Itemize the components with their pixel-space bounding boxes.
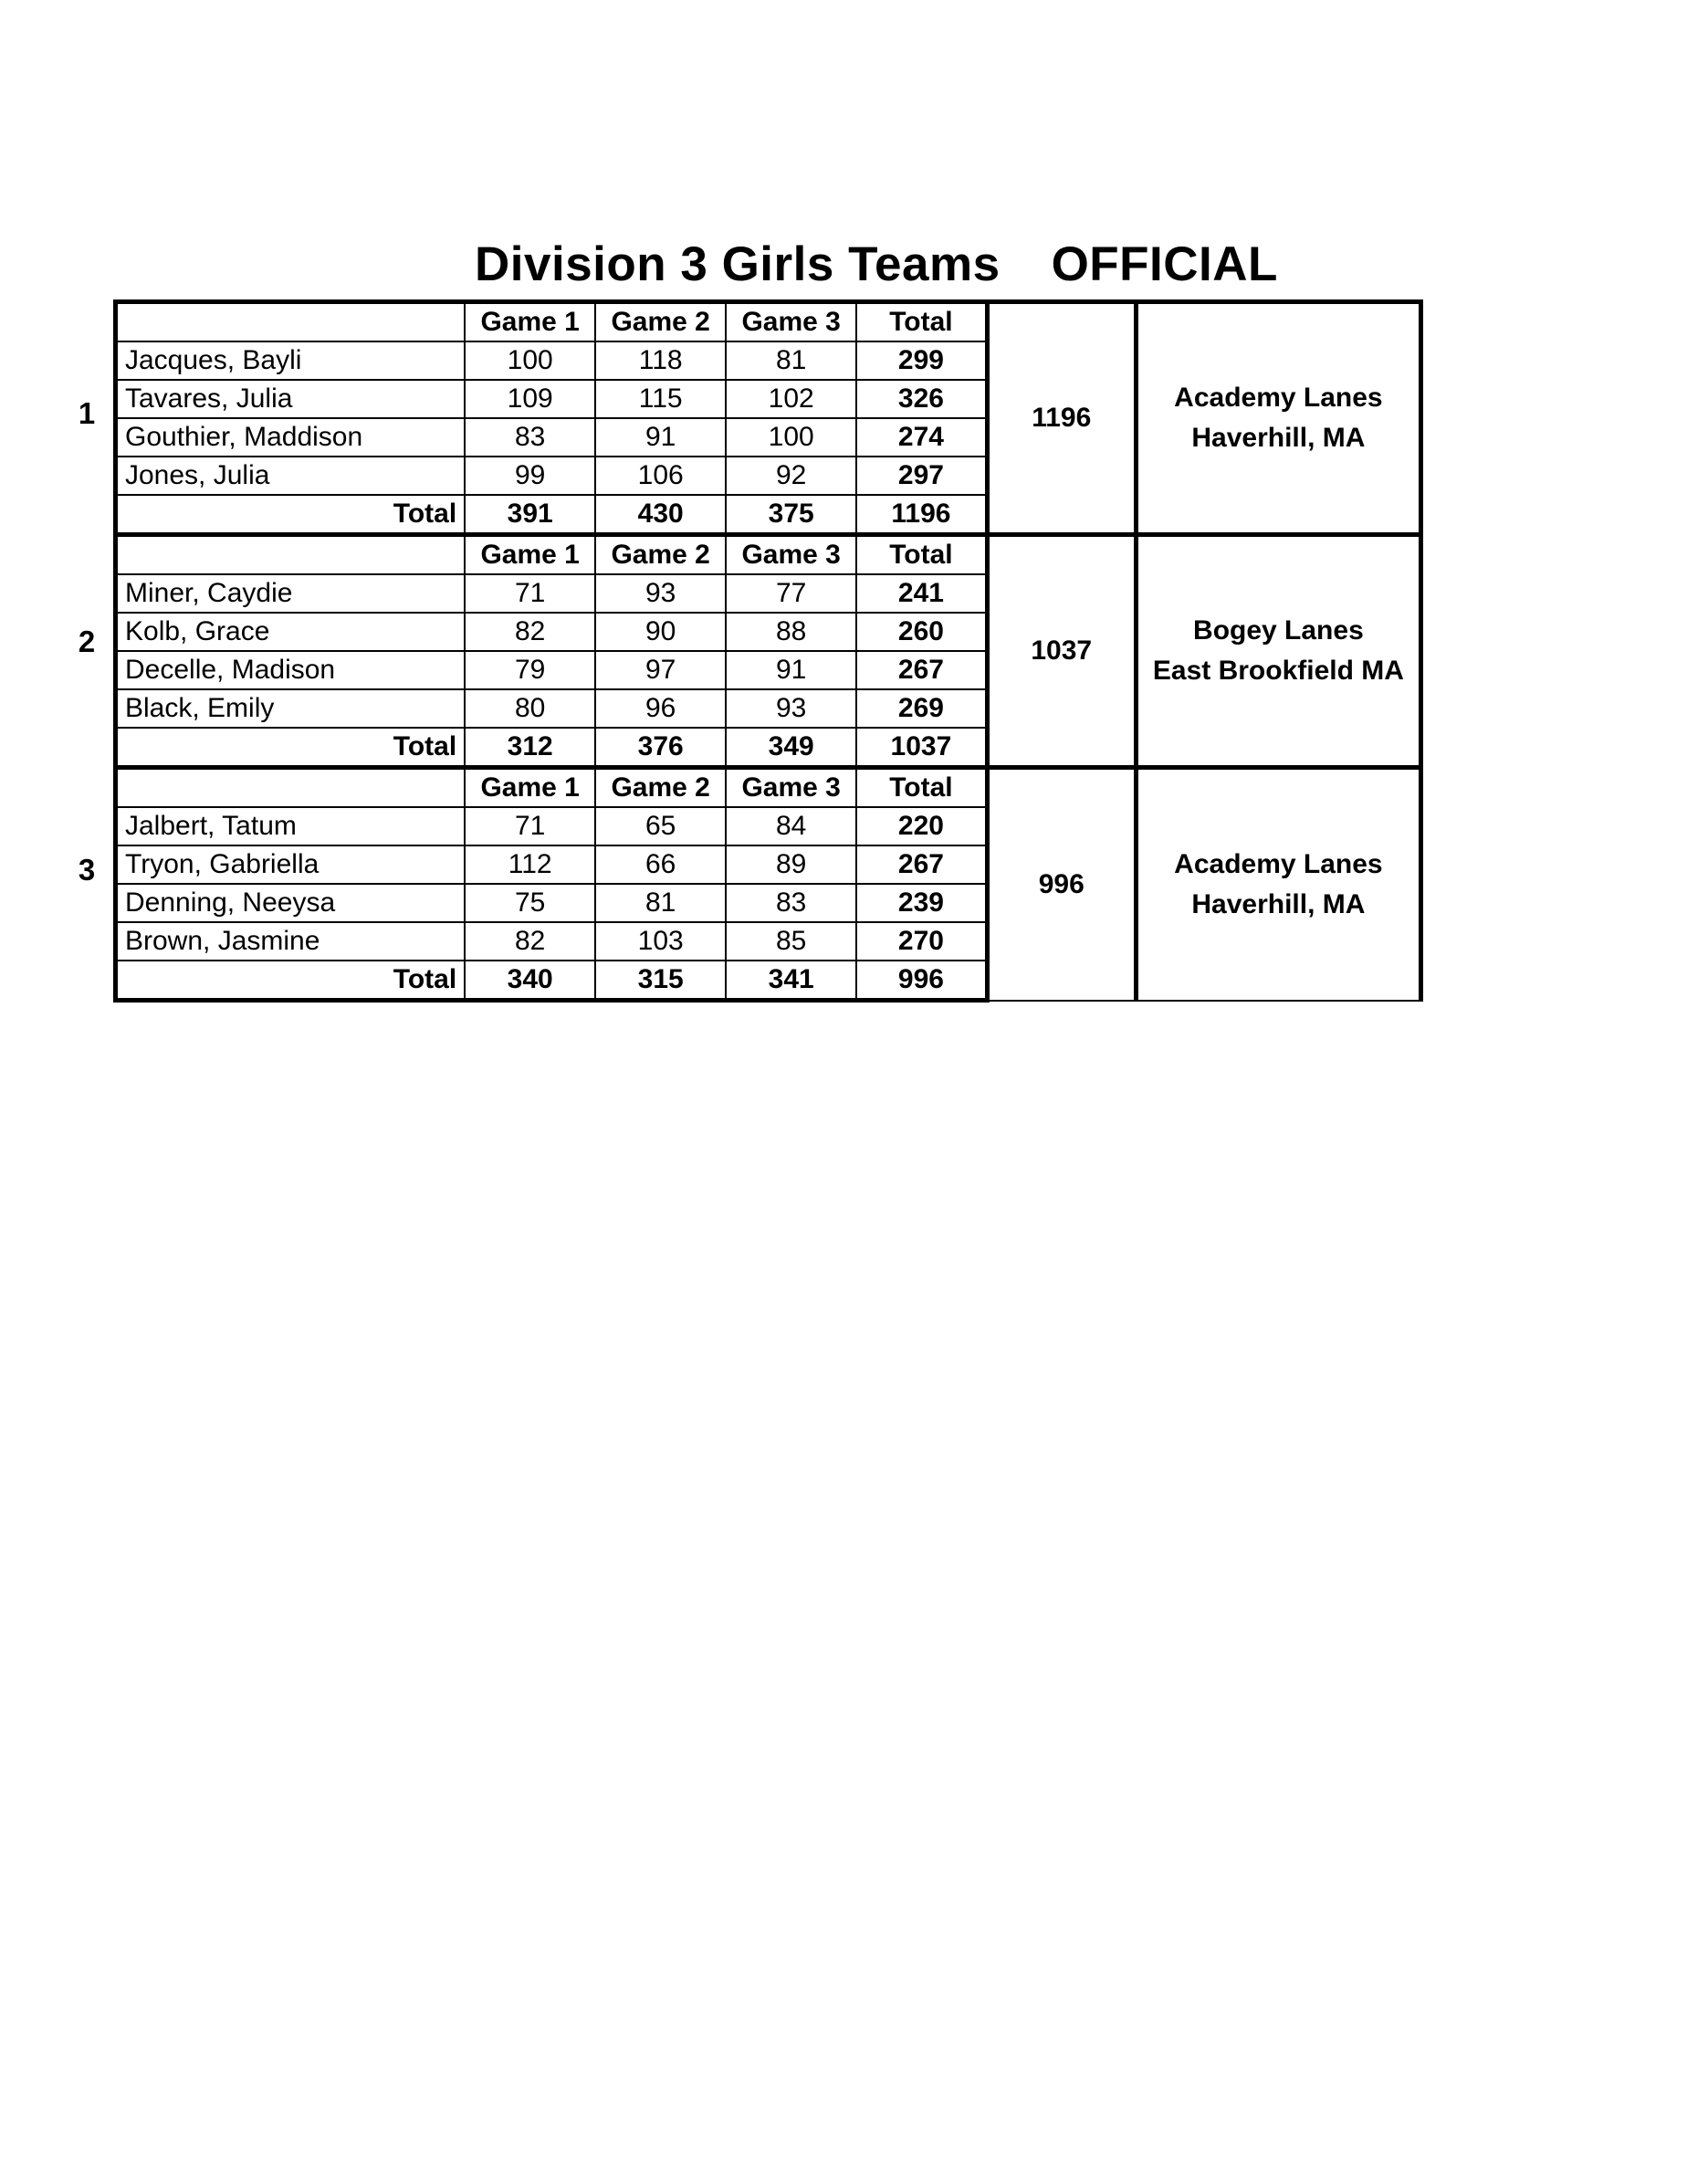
- header-game-1: Game 1: [465, 535, 595, 575]
- player-name: Brown, Jasmine: [116, 922, 466, 961]
- header-row: [116, 768, 1421, 808]
- player-name: Tavares, Julia: [116, 380, 466, 418]
- totals-label: Total: [116, 495, 466, 535]
- player-name: Tryon, Gabriella: [116, 845, 466, 884]
- player-total: 274: [856, 418, 987, 457]
- header-total: Total: [856, 768, 987, 808]
- header-game-2: Game 2: [595, 302, 726, 342]
- header-game-3: Game 3: [726, 302, 856, 342]
- game-2-score: 65: [595, 807, 726, 845]
- game-2-score: 96: [595, 689, 726, 728]
- player-name: Kolb, Grace: [116, 613, 466, 651]
- game-2-total: 430: [595, 495, 726, 535]
- game-1-score: 71: [465, 574, 595, 613]
- game-1-score: 82: [465, 922, 595, 961]
- game-1-score: 75: [465, 884, 595, 922]
- game-2-score: 118: [595, 341, 726, 380]
- game-1-score: 79: [465, 651, 595, 689]
- player-total: 297: [856, 457, 987, 495]
- player-total: 267: [856, 651, 987, 689]
- game-2-score: 106: [595, 457, 726, 495]
- player-total: 269: [856, 689, 987, 728]
- header-game-3: Game 3: [726, 535, 856, 575]
- venue: [1136, 302, 1420, 535]
- game-1-total: 312: [465, 728, 595, 768]
- player-name: Jalbert, Tatum: [116, 807, 466, 845]
- player-name: Jones, Julia: [116, 457, 466, 495]
- game-2-score: 115: [595, 380, 726, 418]
- game-3-score: 102: [726, 380, 856, 418]
- player-name: Gouthier, Maddison: [116, 418, 466, 457]
- grand-total: 996: [856, 961, 987, 1001]
- game-1-score: 109: [465, 380, 595, 418]
- game-2-score: 93: [595, 574, 726, 613]
- header-row: [116, 302, 1421, 342]
- player-total: 260: [856, 613, 987, 651]
- totals-label: Total: [116, 728, 466, 768]
- team-rank-1: 1: [78, 396, 96, 430]
- game-3-total: 341: [726, 961, 856, 1001]
- game-1-score: 112: [465, 845, 595, 884]
- game-3-total: 375: [726, 495, 856, 535]
- player-total: 326: [856, 380, 987, 418]
- player-name: Miner, Caydie: [116, 574, 466, 613]
- header-game-1: Game 1: [465, 302, 595, 342]
- venue-location: Haverhill, MA: [1191, 888, 1366, 919]
- game-1-total: 340: [465, 961, 595, 1001]
- game-3-total: 349: [726, 728, 856, 768]
- grand-total: 1196: [856, 495, 987, 535]
- team-rank-2: 2: [78, 625, 96, 658]
- player-total: 220: [856, 807, 987, 845]
- game-1-total: 391: [465, 495, 595, 535]
- game-3-score: 77: [726, 574, 856, 613]
- team-total: 1196: [987, 302, 1136, 535]
- player-name: Denning, Neeysa: [116, 884, 466, 922]
- header-name-cell: [116, 768, 466, 808]
- player-name: Jacques, Bayli: [116, 341, 466, 380]
- venue: [1136, 535, 1420, 768]
- game-2-total: 315: [595, 961, 726, 1001]
- player-name: Black, Emily: [116, 689, 466, 728]
- game-2-total: 376: [595, 728, 726, 768]
- player-total: 270: [856, 922, 987, 961]
- player-total: 299: [856, 341, 987, 380]
- venue-location: East Brookfield MA: [1152, 656, 1404, 686]
- game-2-score: 103: [595, 922, 726, 961]
- header-game-1: Game 1: [465, 768, 595, 808]
- team-rank-3: 3: [78, 853, 96, 887]
- header-total: Total: [856, 302, 987, 342]
- venue-name: Academy Lanes: [1174, 383, 1383, 413]
- header-game-2: Game 2: [595, 768, 726, 808]
- header-name-cell: [116, 302, 466, 342]
- game-3-score: 100: [726, 418, 856, 457]
- header-game-2: Game 2: [595, 535, 726, 575]
- game-3-score: 83: [726, 884, 856, 922]
- team-total: 996: [987, 768, 1136, 1001]
- game-2-score: 66: [595, 845, 726, 884]
- venue: [1136, 768, 1420, 1001]
- game-2-score: 90: [595, 613, 726, 651]
- game-3-score: 91: [726, 651, 856, 689]
- header-game-3: Game 3: [726, 768, 856, 808]
- game-1-score: 83: [465, 418, 595, 457]
- official-status: OFFICIAL: [1051, 237, 1278, 291]
- game-3-score: 89: [726, 845, 856, 884]
- game-1-score: 71: [465, 807, 595, 845]
- game-2-score: 97: [595, 651, 726, 689]
- game-3-score: 81: [726, 341, 856, 380]
- venue-location: Haverhill, MA: [1191, 423, 1366, 453]
- game-1-score: 80: [465, 689, 595, 728]
- game-1-score: 82: [465, 613, 595, 651]
- game-1-score: 99: [465, 457, 595, 495]
- totals-label: Total: [116, 961, 466, 1001]
- game-3-score: 93: [726, 689, 856, 728]
- venue-name: Academy Lanes: [1174, 848, 1383, 879]
- page-title: [475, 232, 1278, 298]
- game-3-score: 85: [726, 922, 856, 961]
- title-text: Division 3 Girls Teams: [475, 237, 1001, 291]
- game-3-score: 92: [726, 457, 856, 495]
- player-total: 239: [856, 884, 987, 922]
- game-2-score: 91: [595, 418, 726, 457]
- header-total: Total: [856, 535, 987, 575]
- player-total: 267: [856, 845, 987, 884]
- player-name: Decelle, Madison: [116, 651, 466, 689]
- scores-table: [113, 299, 1423, 1003]
- header-row: [116, 535, 1421, 575]
- player-total: 241: [856, 574, 987, 613]
- team-total: 1037: [987, 535, 1136, 768]
- game-3-score: 84: [726, 807, 856, 845]
- grand-total: 1037: [856, 728, 987, 768]
- game-1-score: 100: [465, 341, 595, 380]
- game-3-score: 88: [726, 613, 856, 651]
- header-name-cell: [116, 535, 466, 575]
- venue-name: Bogey Lanes: [1193, 615, 1364, 646]
- game-2-score: 81: [595, 884, 726, 922]
